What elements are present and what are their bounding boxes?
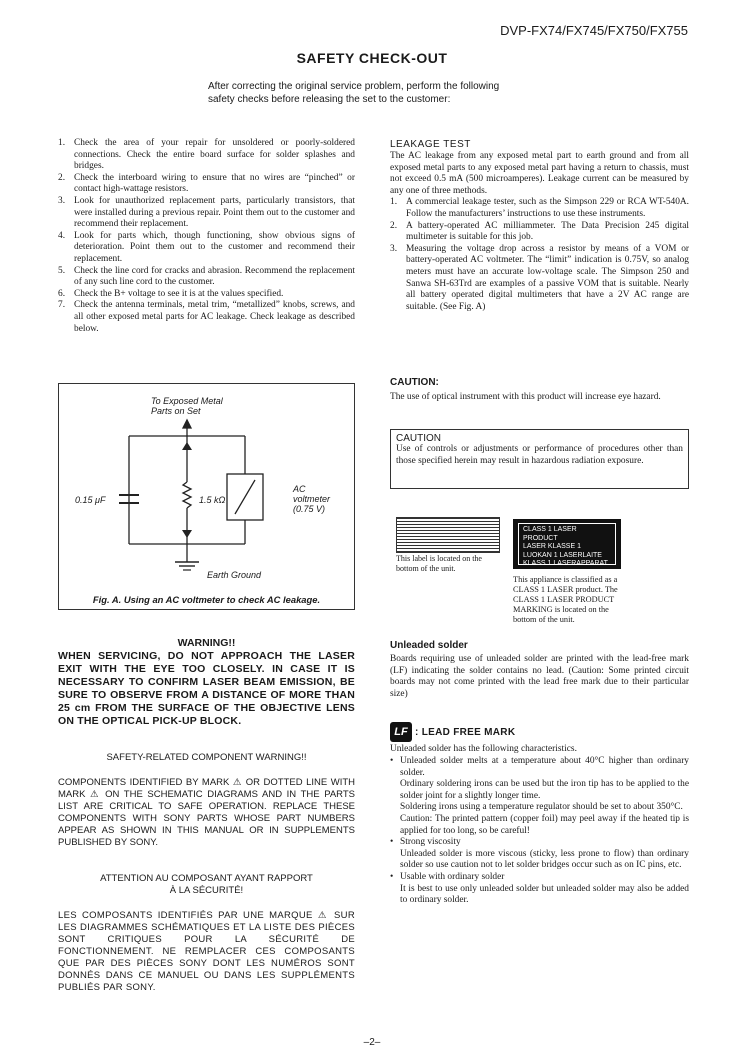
leakage-title: LEAKAGE TEST [390,139,471,150]
laser-class-label: CLASS 1 LASER PRODUCT LASER KLASSE 1 LUOKAN 1 LASERLAITE KLASS 1 LASERAPPARAT [513,519,621,569]
list-item: 3. Look for unauthorized replacement parts, particularly transistors, that were installed during a previous repair. Point them out to the customer and recommend their replacement. [58,195,355,230]
lead-free-list [390,756,689,907]
junction-arrow-icon [182,530,192,538]
lead-free-title: : LEAD FREE MARK [415,727,516,738]
model-header: DVP-FX74/FX745/FX750/FX755 [500,23,688,38]
caution-title: CAUTION: [390,377,439,388]
warning-label-image [396,517,500,553]
leakage-figure [58,383,355,610]
caution-text: The use of optical instrument with this product will increase eye hazard. [390,392,661,402]
warning-body: WHEN SERVICING, DO NOT APPROACH THE LASER EXIT WITH THE EYE TOO CLOSELY. IN CASE IT IS NECESSARY TO CONFIRM LASER BEAM EMISSION, BE SURE TO OBSERVE FROM A DISTANCE OF MORE THAN 25 cm FROM THE SURFACE OF THE OBJECTIVE LENS ON THE OPTICAL PICK-UP BLOCK. [58,650,355,727]
resistor-label: 1.5 kΩ [199,495,226,505]
capacitor-label: 0.15 μF [75,495,106,505]
attention-title: ATTENTION AU COMPOSANT AYANT RAPPORT À LA SÉCURITÉ! [100,873,313,896]
caution-box [390,429,689,489]
lead-free-icon: LF [390,722,412,742]
leakage-methods [390,197,689,313]
intro-line: safety checks before releasing the set to the customer: [208,94,451,105]
safety-body: COMPONENTS IDENTIFIED BY MARK ⚠ OR DOTTED LINE WITH MARK ⚠ ON THE SCHEMATIC DIAGRAMS AND IN THE PARTS LIST ARE CRITICAL TO SAFE OPERATION. REPLACE THESE COMPONENTS WITH SONY PARTS WHOSE PART NUMBERS APPEAR AS SHOWN IN THIS MANUAL OR IN SUPPLEMENTS PUBLISHED BY SONY. [58,777,355,848]
ground-label: Earth Ground [207,570,262,580]
warning-title: WARNING!! [177,637,236,649]
check-list [58,138,355,335]
safety-title: SAFETY-RELATED COMPONENT WARNING!! [106,752,307,763]
caution-box-title: CAUTION [396,433,441,444]
list-item: 2. A battery-operated AC milliammeter. The Data Precision 245 digital multimeter is suitable for this job. [390,220,689,243]
intro-text [208,80,528,106]
laser-class-note: This appliance is classified as a CLASS 1 LASER product. The CLASS 1 LASER PRODUCT MARKING is located on the bottom of the unit. [513,575,618,624]
list-item: 5. Check the line cord for cracks and abrasion. Recommend the replacement of any such line cord to the customer. [58,265,355,288]
list-item: 4. Look for parts which, though functioning, show obvious signs of deterioration. Point them out to the customer and recommend their replacement. [58,230,355,264]
junction-arrow-icon [182,442,192,450]
list-item: 7. Check the antenna terminals, metal trim, “metallized” knobs, screws, and all other exposed metal parts for AC leakage. Check leakage as described below. [58,300,355,334]
probe-arrow-icon [183,420,191,428]
list-item: 2. Check the interboard wiring to ensure that no wires are “pinched” or contact high-wattage resistors. [58,172,355,195]
caution-box-text: Use of controls or adjustments or performance of procedures other than those specified herein may result in hazardous radiation exposure. [396,444,683,466]
list-item: • Usable with ordinary solder It is best to use only unleaded solder but unleaded solder may also be added to ordinary solder. [390,871,689,906]
list-item: 1. A commercial leakage tester, such as the Simpson 229 or RCA WT-540A. Follow the manufacturers’ instructions to use these instruments. [390,197,689,219]
figure-top-label: To Exposed Metal Parts on Set [151,396,223,416]
list-item: • Unleaded solder melts at a temperature about 40°C higher than ordinary solder. Ordinary soldering irons can be used but the iron tip has to be applied to the solder joint for a slightly longer time. Soldering irons using a temperature regulator should be set to about 350°C. Caution: The printed pattern (copper foil) may peel away if the heated tip is applied for too long, so be careful! [390,756,689,836]
voltmeter-needle [235,480,255,514]
figure-caption: Fig. A. Using an AC voltmeter to check AC leakage. [92,594,321,605]
bullet-icon: • [390,837,394,848]
bullet-icon: • [390,756,394,766]
intro-line: After correcting the original service problem, perform the following [208,81,500,92]
lead-free-intro: Unleaded solder has the following characteristics. [390,744,577,754]
list-item: • Strong viscosity Unleaded solder is more viscous (sticky, less prone to flow) than ordinary solder so use caution not to let solder bridges occur such as on IC pins, etc. [390,837,689,871]
list-item: 6. Check the B+ voltage to see it is at the values specified. [58,288,284,299]
page-number: –2– [363,1037,381,1048]
resistor-zigzag [183,482,191,508]
leakage-body: The AC leakage from any exposed metal part to earth ground and from all exposed metal parts to any exposed metal part having a return to chassis, must not exceed 0.5 mA (500 microamperes). Leakage current can be measured by any one of three methods. 1. A commercial leakage tester, such as the Simpson 229 or RCA WT-540A. Follow the manufacturers’ instructions to use these instruments. 2. A battery-operated AC milliammeter. The Data Precision 245 digital multimeter is suitable for this job. 3. Measuring the voltage drop across a resistor by means of a VOM or battery-operated AC voltmeter. The “limit” indication is 0.75V, so analog meters must have an accurate low-voltage scale. The Simpson 250 and Sanwa SH-63Trd are examples of a passive VOM that is suitable. Nearly all battery operated digital multimeters that have a 2V AC range are suitable. (See Fig. A) [390,151,689,312]
unleaded-title: Unleaded solder [390,640,468,651]
label-location-note: This label is located on the bottom of the unit. [396,554,482,573]
list-item: 1. Check the area of your repair for unsoldered or poorly-soldered connections. Check the entire board surface for solder splashes and bridges. [58,138,355,172]
bullet-icon: • [390,871,394,882]
unleaded-body: Boards requiring use of unleaded solder are printed with the lead-free mark (LF) indicating the solder contains no lead. (Caution: Some printed circuit boards may not come printed with the lead free mark due to their particular size) [390,654,689,699]
page-title: SAFETY CHECK-OUT [296,50,448,66]
list-item: 3. Measuring the voltage drop across a resistor by means of a VOM or battery-operated AC voltmeter. The “limit” indication is 0.75V, so analog meters must have an accurate low-voltage scale. The Simpson 250 and Sanwa SH-63Trd are examples of a passive VOM that is suitable. Nearly all battery operated digital multimeters that have a 2V AC range are suitable. (See Fig. A) [390,243,689,312]
attention-body: LES COMPOSANTS IDENTIFIÉS PAR UNE MARQUE ⚠ SUR LES DIAGRAMMES SCHÉMATIQUES ET LA LISTE DES PIÈCES SONT CRITIQUES POUR LA SÉCURITÉ DE FONCTIONNEMENT. NE REMPLACER CES COMPOSANTS QUE PAR DES PIÈCES SONY DONT LES NUMÉROS SONT DONNÉS DANS CE MANUEL OU DANS LES SUPPLÉMENTS PUBLIÉS PAR SONY. [58,910,355,993]
voltmeter-label: AC voltmeter (0.75 V) [293,484,331,514]
